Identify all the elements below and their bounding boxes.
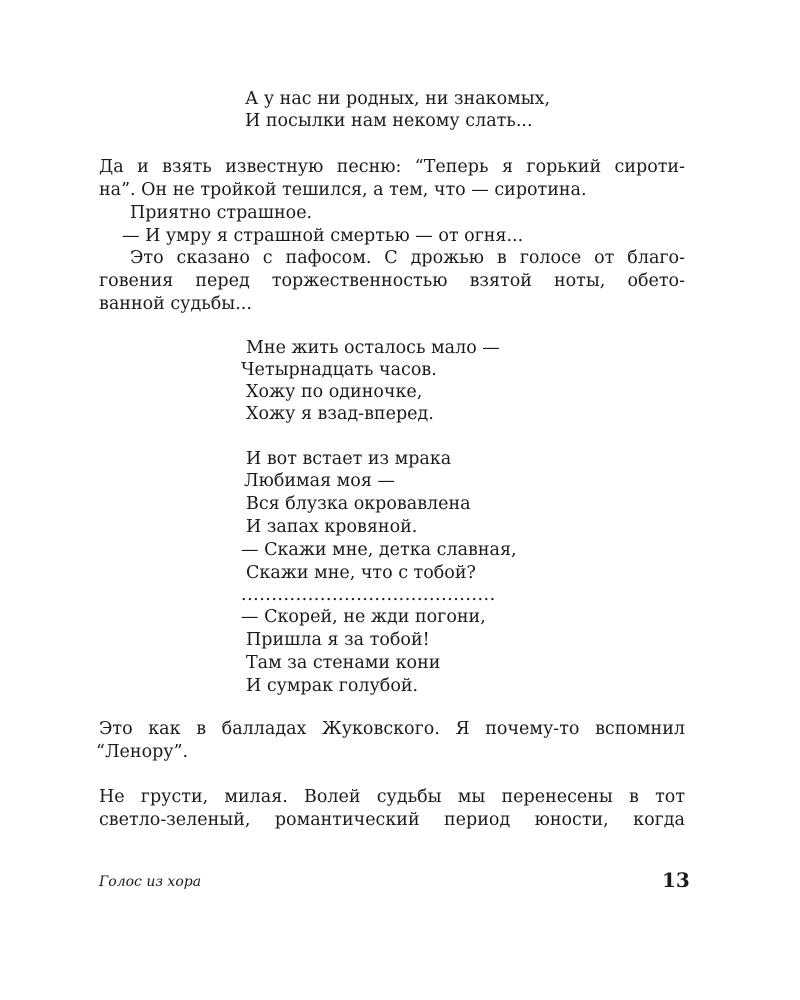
prose-line: Не грусти, милая. Волей судьбы мы перенесены в тот (99, 787, 685, 807)
prose-line: Приятно страшное. (130, 203, 313, 223)
verse-line: И посылки нам некому слать... (245, 111, 533, 131)
prose-line: ванной судьбы... (99, 294, 252, 314)
verse-line: И запах кровяной. (246, 517, 418, 537)
verse-line: И вот встает из мрака (246, 449, 452, 469)
verse-line: Четырнадцать часов. (241, 360, 437, 380)
verse-line: Пришла я за тобой! (246, 630, 430, 650)
verse-line: — Скорей, не жди погони, (241, 607, 486, 627)
prose-line: на”. Он не тройкой тешился, а тем, что — сиротина. (99, 180, 587, 200)
verse-line: И сумрак голубой. (246, 676, 419, 696)
verse-line: Хожу я взад-вперед. (246, 404, 434, 424)
verse-line: Там за стенами кони (246, 653, 441, 673)
prose-line: светло-зеленый, романтический период юности, когда (99, 810, 685, 830)
verse-line: — Скажи мне, детка славная, (241, 540, 517, 560)
page-number: 13 (662, 868, 690, 892)
verse-line: А у нас ни родных, ни знакомых, (245, 89, 551, 109)
verse-line: Мне жить осталось мало — (246, 338, 500, 358)
verse-line: Вся блузка окровавлена (246, 494, 471, 514)
verse-line: Любимая моя — (244, 471, 395, 491)
prose-line: Да и взять известную песню: “Теперь я горький сироти- (99, 157, 685, 177)
running-title: Голос из хора (99, 874, 202, 890)
prose-line: — И умру я страшной смертью — от огня... (122, 226, 524, 246)
verse-line: Скажи мне, что с тобой? (246, 563, 476, 583)
ellipsis-line: .......................................... (241, 585, 496, 605)
verse-line: Хожу по одиночке, (246, 382, 423, 402)
prose-line: “Ленору”. (96, 742, 189, 762)
prose-line: Это сказано с пафосом. С дрожью в голосе от благо- (130, 248, 685, 268)
prose-line: Это как в балладах Жуковского. Я почему-то вспомнил (99, 719, 685, 739)
prose-line: говения перед торжественностью взятой ноты, обето- (99, 271, 685, 291)
